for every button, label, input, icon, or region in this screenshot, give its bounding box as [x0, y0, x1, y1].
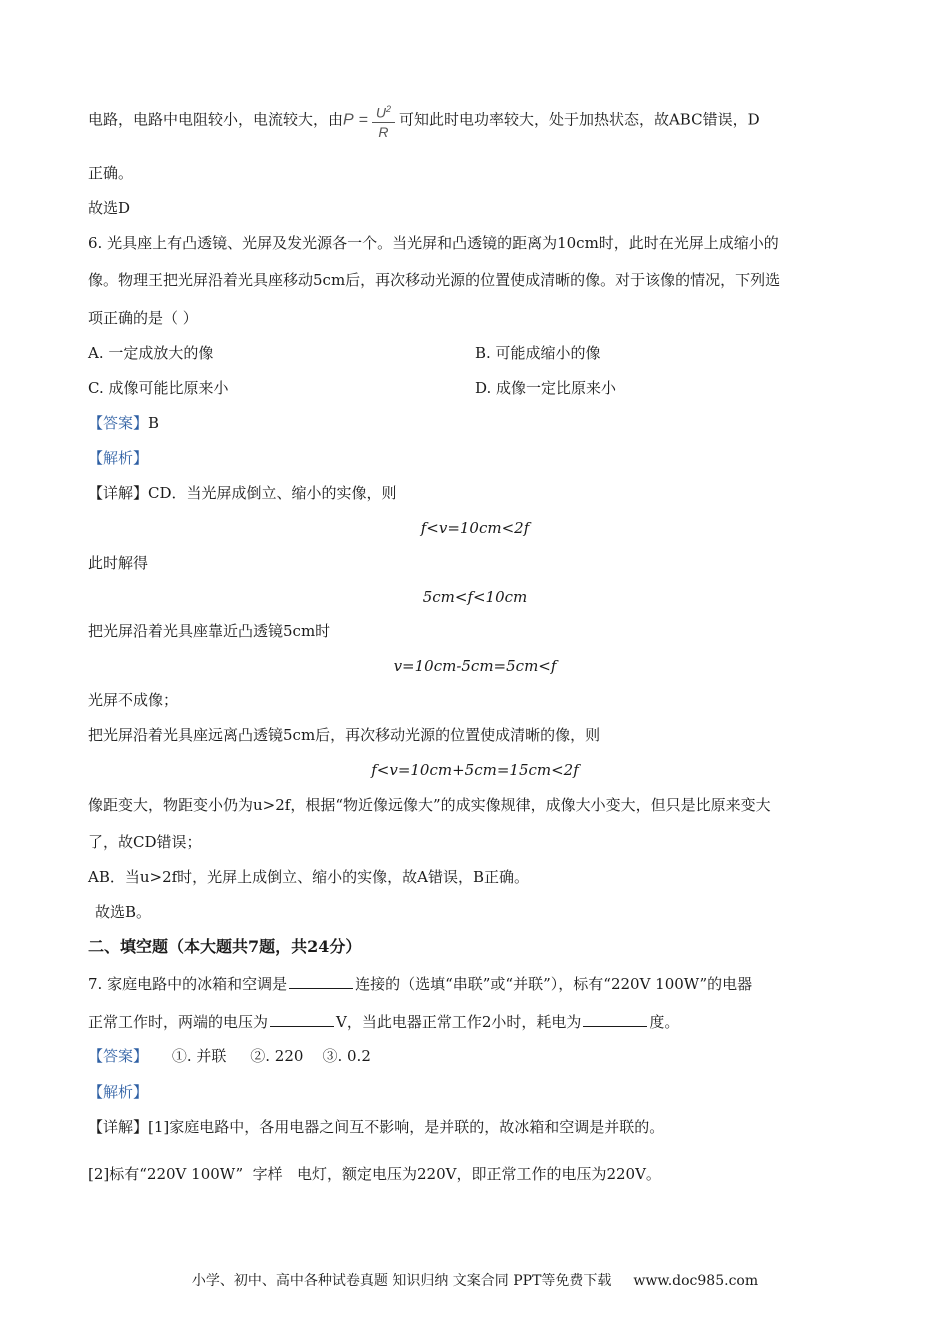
para-xiangju-2: 了，故CD错误；: [88, 833, 202, 851]
question-6-line-3: 项正确的是（ ）: [88, 309, 198, 327]
answer-value: B: [148, 414, 160, 432]
para-line-3: 故选D: [88, 199, 131, 217]
answer-6: [88, 413, 868, 433]
equation-4: f<v=10cm+5cm=15cm<2f: [371, 761, 579, 779]
text-span: 度。: [649, 1013, 680, 1031]
equation-1: f<v=10cm<2f: [420, 519, 530, 537]
para-yuanli: 把光屏沿着光具座远离凸透镜5cm后，再次移动光源的位置使成清晰的像，则: [88, 726, 601, 744]
formula-superscript: 2: [385, 104, 391, 114]
para-line-2: 正确。: [88, 164, 134, 182]
page-footer: [0, 1270, 950, 1290]
formula-u: U: [375, 104, 386, 121]
text-span: 正常工作时，两端的电压为: [88, 1013, 269, 1031]
analysis-tag-6: 【解析】: [88, 449, 149, 467]
question-6-line-2: 像。物理王把光屏沿着光具座移动5cm后，再次移动光源的位置使成清晰的像。对于该像的情况，下列选: [88, 271, 781, 289]
para-buchengxiang: 光屏不成像；: [88, 691, 179, 709]
footer-text: 小学、初中、高中各种试卷真题 知识归纳 文案合同 PPT等免费下载: [191, 1273, 612, 1289]
option-a: A. 一定成放大的像: [88, 344, 214, 362]
text-span: 连接的（选填“串联”或“并联”），标有“220V 100W”的电器: [355, 975, 753, 993]
detail-7: [88, 1117, 868, 1137]
answer-tag: 【答案】: [88, 1047, 149, 1065]
text-span: 电路，电路中电阻较小，电流较大，由: [88, 110, 344, 129]
para-kaojin: 把光屏沿着光具座靠近凸透镜5cm时: [88, 622, 331, 640]
formula-fraction: [372, 100, 395, 141]
para-guxuan: 故选B。: [95, 903, 152, 921]
answer-7: [88, 1046, 868, 1066]
fill-blank-2: [270, 1011, 334, 1027]
answer-value: ①. 并联 ②. 220 ③. 0.2: [171, 1047, 371, 1065]
formula-p: P: [343, 111, 354, 129]
section-heading: 二、填空题（本大题共7题，共24分）: [88, 937, 362, 956]
detail-text: [1]家庭电路中，各用电器之间互不影响，是并联的，故冰箱和空调是并联的。: [148, 1118, 665, 1136]
formula-equals: =: [358, 111, 368, 129]
para-last: [2]标有“220V 100W” 字样 电灯，额定电压为220V，即正常工作的电压为220V。: [88, 1165, 661, 1183]
fill-blank-3: [583, 1011, 647, 1027]
question-7-line-1: [88, 973, 868, 994]
para-cishi: 此时解得: [88, 554, 149, 572]
analysis-tag-7: 【解析】: [88, 1083, 149, 1101]
text-span: 可知此时电功率较大，处于加热状态，故ABC错误，D: [398, 110, 760, 129]
text-span: 7. 家庭电路中的冰箱和空调是: [88, 975, 288, 993]
para-line-1: [88, 100, 868, 141]
fill-blank-1: [289, 973, 353, 989]
formula-r: R: [378, 123, 389, 140]
question-6-line-1: 6. 光具座上有凸透镜、光屏及发光源各一个。当光屏和凸透镜的距离为10cm时，此时在光屏上成缩小的: [88, 234, 779, 252]
option-b: B. 可能成缩小的像: [475, 344, 601, 362]
detail-text: CD．当光屏成倒立、缩小的实像，则: [148, 484, 397, 502]
answer-tag: 【答案】: [88, 414, 149, 432]
detail-6: [88, 483, 868, 503]
detail-tag: 【详解】: [88, 484, 149, 502]
footer-url[interactable]: www.doc985.com: [633, 1273, 759, 1289]
equation-3: v=10cm-5cm=5cm<f: [393, 657, 557, 675]
para-xiangju-1: 像距变大，物距变小仍为u>2f，根据“物近像远像大”的成实像规律，成像大小变大，但只是比原来变大: [88, 796, 771, 814]
text-span: V，当此电器正常工作2小时，耗电为: [336, 1013, 582, 1031]
detail-tag: 【详解】: [88, 1118, 149, 1136]
equation-2: 5cm<f<10cm: [422, 588, 528, 606]
question-7-line-2: [88, 1011, 868, 1032]
para-ab: AB．当u>2f时，光屏上成倒立、缩小的实像，故A错误，B正确。: [88, 868, 530, 886]
option-c: C. 成像可能比原来小: [88, 379, 229, 397]
option-d: D. 成像一定比原来小: [475, 379, 617, 397]
